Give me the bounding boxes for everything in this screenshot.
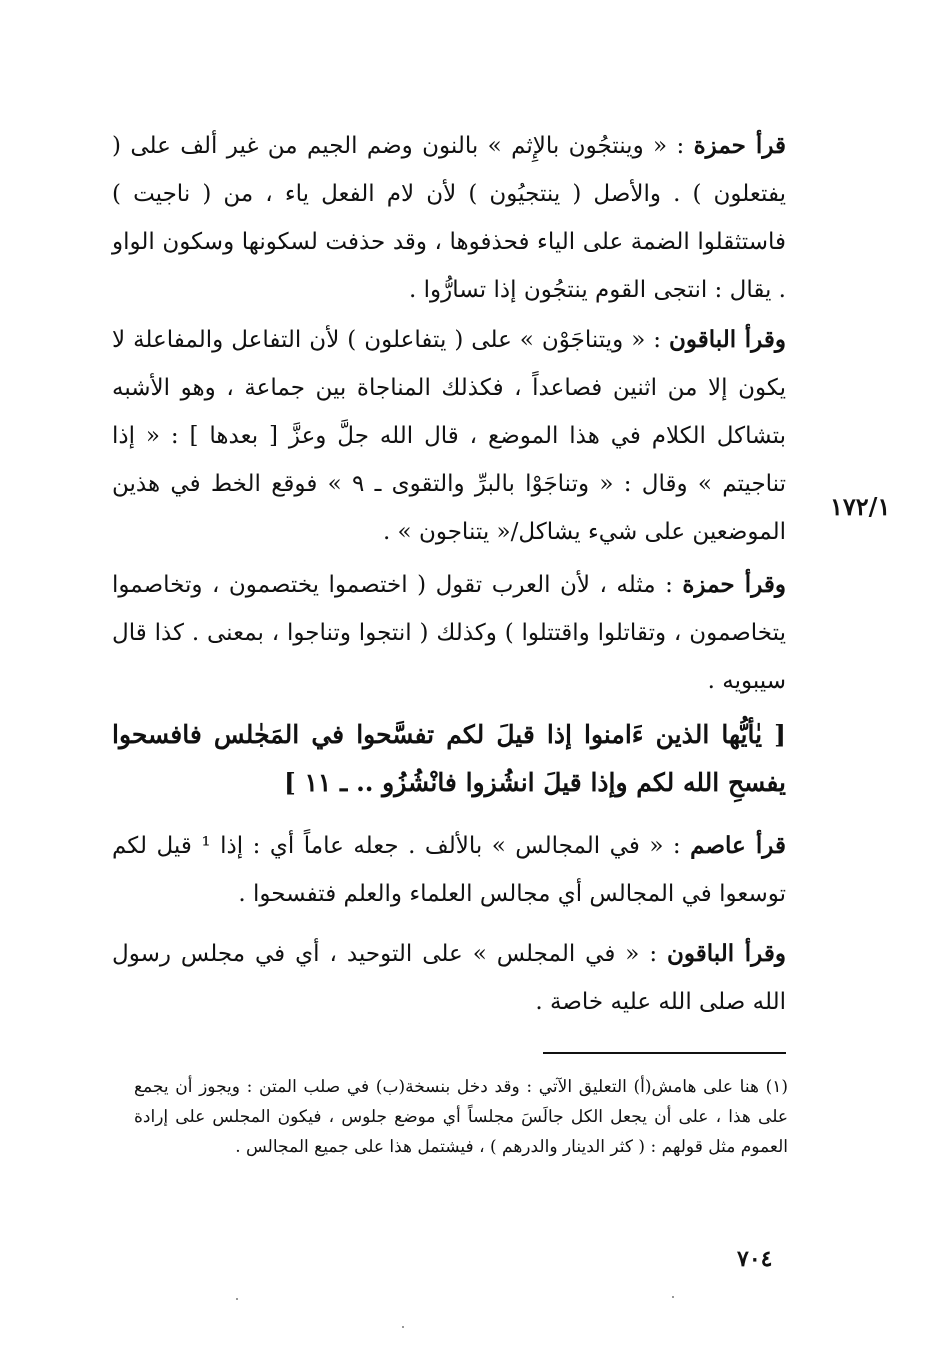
quran-verse <box>112 711 786 807</box>
paragraph-body: : « في المجالس » بالألف . جعله عاماً أي : إذا ¹ قيل لكم توسعوا في المجالس أي مجالس العلماء والعلم فتفسحوا . <box>112 833 786 907</box>
paragraph-asim <box>112 822 786 918</box>
paragraph-body: : مثله ، لأن العرب تقول ( اختصموا يختصمون ، وتخاصموا يتخاصمون ، وتقاتلوا واقتتلوا ) وكذلك ( انتجوا وتناجوا ، بمعنى . كذا قال سيبويه . <box>112 572 786 694</box>
reader-name: وقرأ حمزة <box>682 571 786 598</box>
footnote-separator <box>543 1052 786 1054</box>
reader-name: قرأ عاصم <box>690 832 786 859</box>
reader-name: قرأ حمزة <box>693 132 786 159</box>
paragraph-hamza-2 <box>112 561 786 705</box>
paragraph-body: : « وينتجُون بالإِثم » بالنون وضم الجيم من غير ألف على ( يفتعلون ) . والأصل ( ينتجيُون ) لأن لام الفعل ياء ، من ( ناجيت ) فاستثقلوا الضمة على الياء فحذفوها ، وقد حذفت لسكونها وسكون الواو . يقال : انتجى القوم ينتجُون إذا تسارُّوا . <box>112 133 786 303</box>
verse-text: [ يٰأيُّها الذين ءَامنوا إذا قيلَ لكم تفسَّحوا في المَجٰلس فافسحوا يفسحِ الله لكم وإذا قيلَ انشُزوا فانْشُزُو .. ـ ١١ ] <box>112 720 786 797</box>
paragraph-body: : « في المجلس » على التوحيد ، أي في مجلس رسول الله صلى الله عليه خاصة . <box>112 941 786 1015</box>
paragraph-text <box>112 561 786 705</box>
scan-speck <box>402 1326 404 1328</box>
reader-name: وقرأ الباقون <box>669 326 786 353</box>
page-number: ٧٠٤ <box>737 1246 773 1272</box>
margin-folio-reference: ١٧٢/١ <box>830 492 891 521</box>
footnote: (١) هنا على هامش(أ) التعليق الآتي : وقد دخل بنسخة(ب) في صلب المتن : ويجوز أن يجمع على هذا ، على أن يجعل الكل جالَسَ مجلساً أي موضع جلوس ، فيكون المجلس على إرادة العموم مثل قولهم : ( كثر الدينار والدرهم ) ، فيشتمل هذا على جميع المجالس . <box>134 1077 788 1157</box>
paragraph-hamza-1 <box>112 122 786 314</box>
paragraph-text <box>112 122 786 314</box>
paragraph-others-1 <box>112 316 786 556</box>
paragraph-text <box>112 930 786 1026</box>
paragraph-text <box>112 316 786 556</box>
reader-name: وقرأ الباقون <box>667 940 786 967</box>
paragraph-text <box>112 822 786 918</box>
scan-speck <box>672 1296 674 1298</box>
paragraph-body: : « ويتناجَوْن » على ( يتفاعلون ) لأن التفاعل والمفاعلة لا يكون إلا من اثنين فصاعداً ، فكذلك المناجاة بين جماعة ، وهو الأشبه بتشاكل الكلام في هذا الموضع ، قال الله جلَّ وعزَّ [ بعدها ] : « إذا تناجيتم » وقال : « وتناجَوْا بالبرِّ والتقوى ـ ٩ » فوقع الخط في هذين الموضعين على شيء يشاكل/« يتناجون » . <box>112 327 787 545</box>
scan-speck <box>236 1298 238 1300</box>
paragraph-others-2 <box>112 930 786 1026</box>
